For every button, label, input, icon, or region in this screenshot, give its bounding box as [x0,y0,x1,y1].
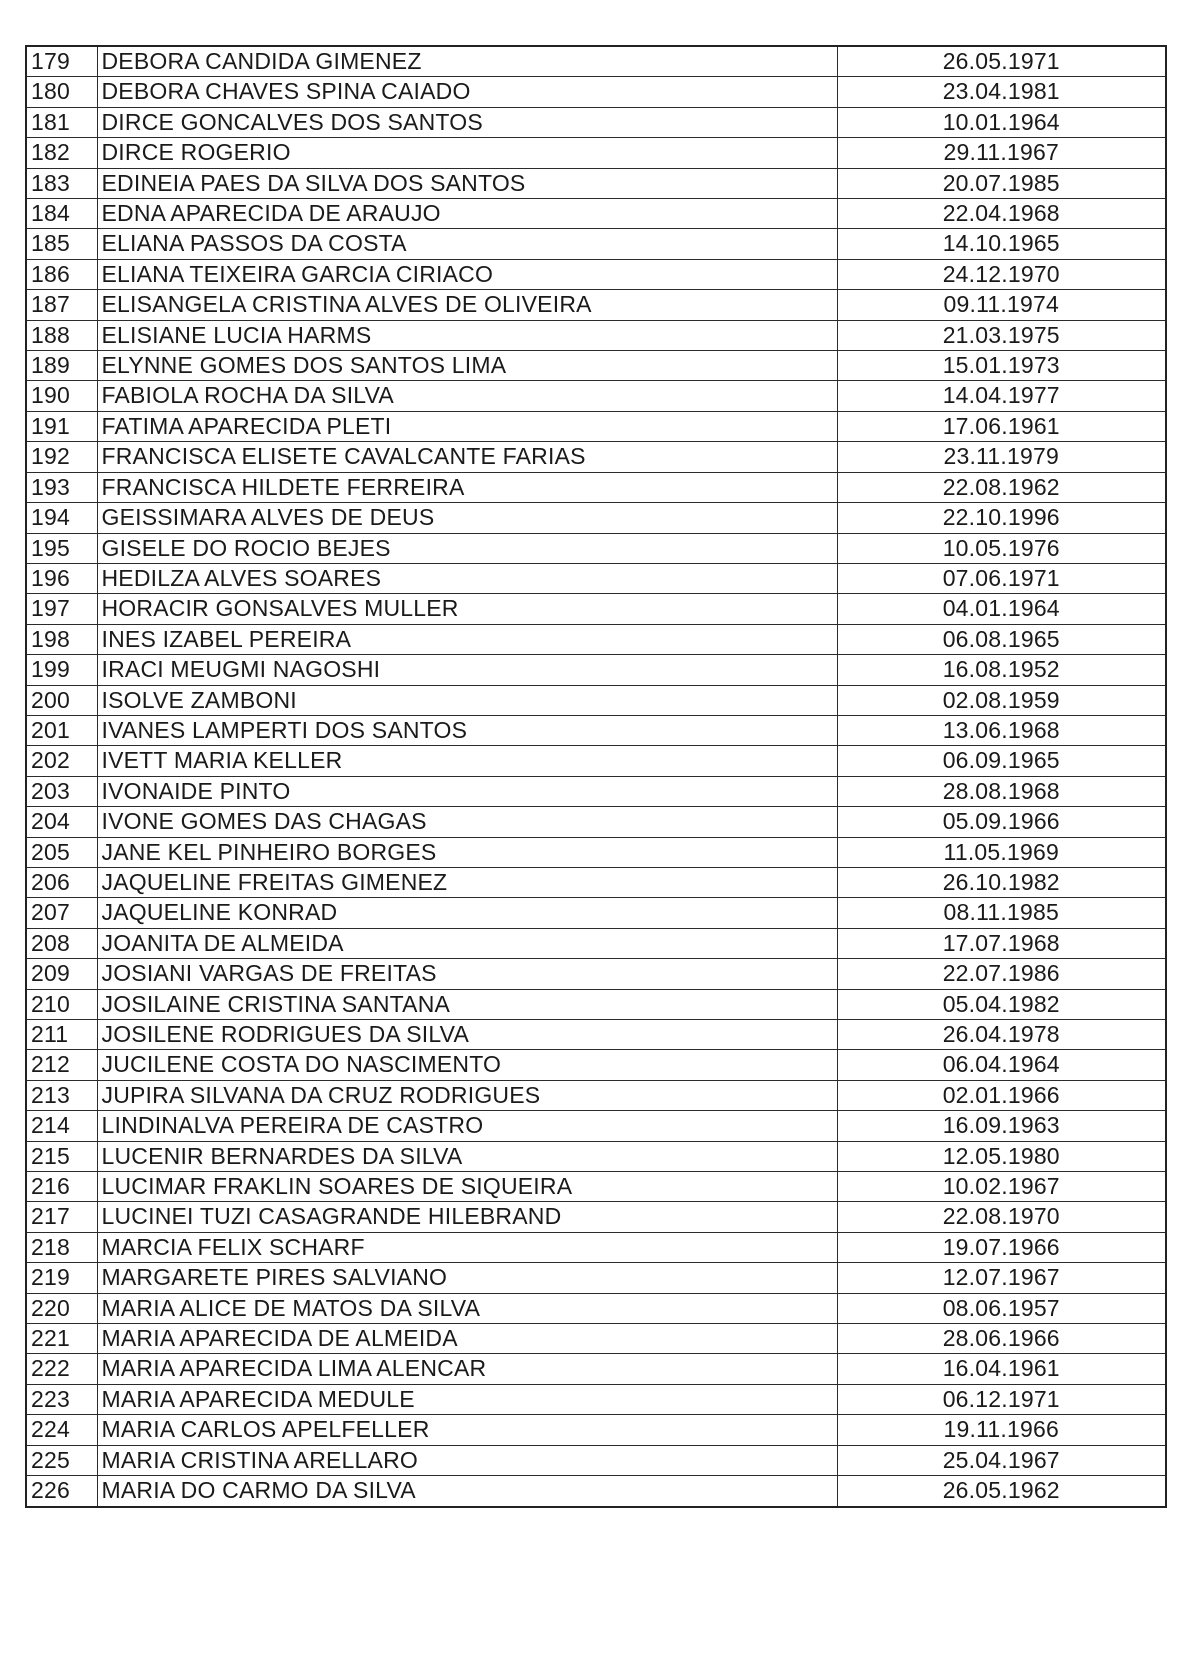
row-name-cell: GISELE DO ROCIO BEJES [97,533,837,563]
row-date-cell: 16.08.1952 [837,655,1166,685]
row-name-cell: DEBORA CANDIDA GIMENEZ [97,46,837,77]
table-row [26,624,1166,654]
row-date-cell: 16.04.1961 [837,1354,1166,1384]
row-name-cell: DEBORA CHAVES SPINA CAIADO [97,77,837,107]
row-name-cell: EDNA APARECIDA DE ARAUJO [97,199,837,229]
row-number-cell: 201 [26,715,97,745]
row-number-cell: 202 [26,746,97,776]
row-number-cell: 184 [26,199,97,229]
row-number-cell: 219 [26,1263,97,1293]
row-number-cell: 190 [26,381,97,411]
table-row [26,715,1166,745]
row-name-cell: ISOLVE ZAMBONI [97,685,837,715]
table-row [26,1111,1166,1141]
row-number-cell: 196 [26,563,97,593]
row-number-cell: 189 [26,351,97,381]
table-row [26,46,1166,77]
row-name-cell: DIRCE GONCALVES DOS SANTOS [97,107,837,137]
row-date-cell: 12.07.1967 [837,1263,1166,1293]
row-name-cell: JOSIANI VARGAS DE FREITAS [97,959,837,989]
table-row [26,1050,1166,1080]
row-name-cell: JOANITA DE ALMEIDA [97,928,837,958]
row-date-cell: 24.12.1970 [837,259,1166,289]
row-name-cell: MARGARETE PIRES SALVIANO [97,1263,837,1293]
row-date-cell: 06.12.1971 [837,1384,1166,1414]
table-row [26,1476,1166,1507]
row-name-cell: IRACI MEUGMI NAGOSHI [97,655,837,685]
table-row [26,807,1166,837]
row-number-cell: 223 [26,1384,97,1414]
row-name-cell: HEDILZA ALVES SOARES [97,563,837,593]
row-date-cell: 17.07.1968 [837,928,1166,958]
row-name-cell: MARCIA FELIX SCHARF [97,1232,837,1262]
table-row [26,1202,1166,1232]
row-date-cell: 28.08.1968 [837,776,1166,806]
table-row [26,867,1166,897]
row-name-cell: DIRCE ROGERIO [97,138,837,168]
row-date-cell: 06.08.1965 [837,624,1166,654]
row-number-cell: 198 [26,624,97,654]
table-row [26,685,1166,715]
row-name-cell: JANE KEL PINHEIRO BORGES [97,837,837,867]
row-number-cell: 187 [26,290,97,320]
table-row [26,442,1166,472]
row-number-cell: 194 [26,503,97,533]
table-row [26,928,1166,958]
row-name-cell: JUPIRA SILVANA DA CRUZ RODRIGUES [97,1080,837,1110]
row-number-cell: 195 [26,533,97,563]
row-date-cell: 26.10.1982 [837,867,1166,897]
row-number-cell: 193 [26,472,97,502]
row-number-cell: 188 [26,320,97,350]
row-name-cell: FATIMA APARECIDA PLETI [97,411,837,441]
row-number-cell: 207 [26,898,97,928]
row-number-cell: 180 [26,77,97,107]
row-date-cell: 06.09.1965 [837,746,1166,776]
row-date-cell: 15.01.1973 [837,351,1166,381]
row-name-cell: GEISSIMARA ALVES DE DEUS [97,503,837,533]
table-row [26,898,1166,928]
row-date-cell: 10.05.1976 [837,533,1166,563]
row-name-cell: JAQUELINE KONRAD [97,898,837,928]
row-name-cell: MARIA ALICE DE MATOS DA SILVA [97,1293,837,1323]
table-row [26,351,1166,381]
row-name-cell: IVETT MARIA KELLER [97,746,837,776]
row-date-cell: 14.04.1977 [837,381,1166,411]
row-date-cell: 05.09.1966 [837,807,1166,837]
table-row [26,1293,1166,1323]
table-row [26,229,1166,259]
row-name-cell: IVANES LAMPERTI DOS SANTOS [97,715,837,745]
row-number-cell: 222 [26,1354,97,1384]
table-row [26,1080,1166,1110]
row-name-cell: LUCINEI TUZI CASAGRANDE HILEBRAND [97,1202,837,1232]
table-row [26,959,1166,989]
row-name-cell: FRANCISCA ELISETE CAVALCANTE FARIAS [97,442,837,472]
table-row [26,411,1166,441]
row-name-cell: MARIA DO CARMO DA SILVA [97,1476,837,1507]
table-row [26,199,1166,229]
table-row [26,259,1166,289]
row-name-cell: INES IZABEL PEREIRA [97,624,837,654]
row-date-cell: 04.01.1964 [837,594,1166,624]
row-name-cell: LINDINALVA PEREIRA DE CASTRO [97,1111,837,1141]
row-name-cell: LUCENIR BERNARDES DA SILVA [97,1141,837,1171]
row-number-cell: 210 [26,989,97,1019]
row-number-cell: 204 [26,807,97,837]
row-name-cell: FRANCISCA HILDETE FERREIRA [97,472,837,502]
row-date-cell: 17.06.1961 [837,411,1166,441]
row-date-cell: 05.04.1982 [837,989,1166,1019]
row-date-cell: 09.11.1974 [837,290,1166,320]
table-row [26,563,1166,593]
table-row [26,776,1166,806]
row-name-cell: MARIA APARECIDA DE ALMEIDA [97,1324,837,1354]
table-row [26,1141,1166,1171]
row-date-cell: 22.07.1986 [837,959,1166,989]
row-date-cell: 23.04.1981 [837,77,1166,107]
row-date-cell: 26.05.1962 [837,1476,1166,1507]
row-date-cell: 22.10.1996 [837,503,1166,533]
row-number-cell: 209 [26,959,97,989]
row-number-cell: 203 [26,776,97,806]
row-name-cell: JOSILAINE CRISTINA SANTANA [97,989,837,1019]
row-name-cell: MARIA APARECIDA LIMA ALENCAR [97,1354,837,1384]
table-row [26,1232,1166,1262]
table-row [26,1415,1166,1445]
row-date-cell: 26.05.1971 [837,46,1166,77]
row-number-cell: 220 [26,1293,97,1323]
row-name-cell: JOSILENE RODRIGUES DA SILVA [97,1020,837,1050]
row-number-cell: 185 [26,229,97,259]
row-date-cell: 08.11.1985 [837,898,1166,928]
table-row [26,381,1166,411]
row-number-cell: 186 [26,259,97,289]
roster-table [25,45,1167,1508]
roster-table-body [26,46,1166,1507]
table-row [26,290,1166,320]
row-number-cell: 224 [26,1415,97,1445]
row-date-cell: 20.07.1985 [837,168,1166,198]
row-number-cell: 179 [26,46,97,77]
row-date-cell: 22.08.1962 [837,472,1166,502]
row-name-cell: MARIA APARECIDA MEDULE [97,1384,837,1414]
row-number-cell: 183 [26,168,97,198]
table-row [26,989,1166,1019]
table-row [26,1354,1166,1384]
row-number-cell: 206 [26,867,97,897]
row-date-cell: 19.11.1966 [837,1415,1166,1445]
row-date-cell: 23.11.1979 [837,442,1166,472]
row-name-cell: ELISIANE LUCIA HARMS [97,320,837,350]
row-name-cell: JUCILENE COSTA DO NASCIMENTO [97,1050,837,1080]
table-row [26,168,1166,198]
row-name-cell: IVONAIDE PINTO [97,776,837,806]
table-row [26,1324,1166,1354]
row-date-cell: 16.09.1963 [837,1111,1166,1141]
row-name-cell: LUCIMAR FRAKLIN SOARES DE SIQUEIRA [97,1172,837,1202]
row-number-cell: 205 [26,837,97,867]
table-row [26,594,1166,624]
table-row [26,1384,1166,1414]
row-date-cell: 06.04.1964 [837,1050,1166,1080]
row-date-cell: 13.06.1968 [837,715,1166,745]
row-number-cell: 200 [26,685,97,715]
row-name-cell: MARIA CRISTINA ARELLARO [97,1445,837,1475]
row-number-cell: 212 [26,1050,97,1080]
row-number-cell: 182 [26,138,97,168]
row-number-cell: 218 [26,1232,97,1262]
row-number-cell: 199 [26,655,97,685]
table-row [26,503,1166,533]
row-date-cell: 22.04.1968 [837,199,1166,229]
table-row [26,1445,1166,1475]
row-date-cell: 10.02.1967 [837,1172,1166,1202]
row-number-cell: 221 [26,1324,97,1354]
row-name-cell: ELISANGELA CRISTINA ALVES DE OLIVEIRA [97,290,837,320]
row-number-cell: 191 [26,411,97,441]
row-date-cell: 02.08.1959 [837,685,1166,715]
table-row [26,138,1166,168]
table-row [26,1020,1166,1050]
row-name-cell: ELIANA TEIXEIRA GARCIA CIRIACO [97,259,837,289]
row-date-cell: 14.10.1965 [837,229,1166,259]
row-date-cell: 02.01.1966 [837,1080,1166,1110]
table-row [26,77,1166,107]
table-row [26,1263,1166,1293]
row-date-cell: 11.05.1969 [837,837,1166,867]
row-name-cell: ELYNNE GOMES DOS SANTOS LIMA [97,351,837,381]
row-date-cell: 26.04.1978 [837,1020,1166,1050]
table-row [26,533,1166,563]
row-date-cell: 10.01.1964 [837,107,1166,137]
row-number-cell: 192 [26,442,97,472]
row-number-cell: 214 [26,1111,97,1141]
row-date-cell: 19.07.1966 [837,1232,1166,1262]
row-date-cell: 08.06.1957 [837,1293,1166,1323]
row-number-cell: 225 [26,1445,97,1475]
row-name-cell: JAQUELINE FREITAS GIMENEZ [97,867,837,897]
row-name-cell: ELIANA PASSOS DA COSTA [97,229,837,259]
row-number-cell: 208 [26,928,97,958]
table-row [26,746,1166,776]
table-row [26,472,1166,502]
row-name-cell: FABIOLA ROCHA DA SILVA [97,381,837,411]
row-name-cell: IVONE GOMES DAS CHAGAS [97,807,837,837]
row-date-cell: 25.04.1967 [837,1445,1166,1475]
table-row [26,107,1166,137]
row-number-cell: 217 [26,1202,97,1232]
roster-sheet [25,45,1165,1508]
table-row [26,1172,1166,1202]
row-date-cell: 22.08.1970 [837,1202,1166,1232]
row-name-cell: HORACIR GONSALVES MULLER [97,594,837,624]
row-name-cell: EDINEIA PAES DA SILVA DOS SANTOS [97,168,837,198]
row-date-cell: 28.06.1966 [837,1324,1166,1354]
table-row [26,837,1166,867]
row-number-cell: 226 [26,1476,97,1507]
table-row [26,655,1166,685]
row-name-cell: MARIA CARLOS APELFELLER [97,1415,837,1445]
row-date-cell: 07.06.1971 [837,563,1166,593]
row-number-cell: 213 [26,1080,97,1110]
row-number-cell: 215 [26,1141,97,1171]
table-row [26,320,1166,350]
row-date-cell: 29.11.1967 [837,138,1166,168]
row-number-cell: 216 [26,1172,97,1202]
row-date-cell: 12.05.1980 [837,1141,1166,1171]
row-number-cell: 181 [26,107,97,137]
row-date-cell: 21.03.1975 [837,320,1166,350]
row-number-cell: 211 [26,1020,97,1050]
row-number-cell: 197 [26,594,97,624]
